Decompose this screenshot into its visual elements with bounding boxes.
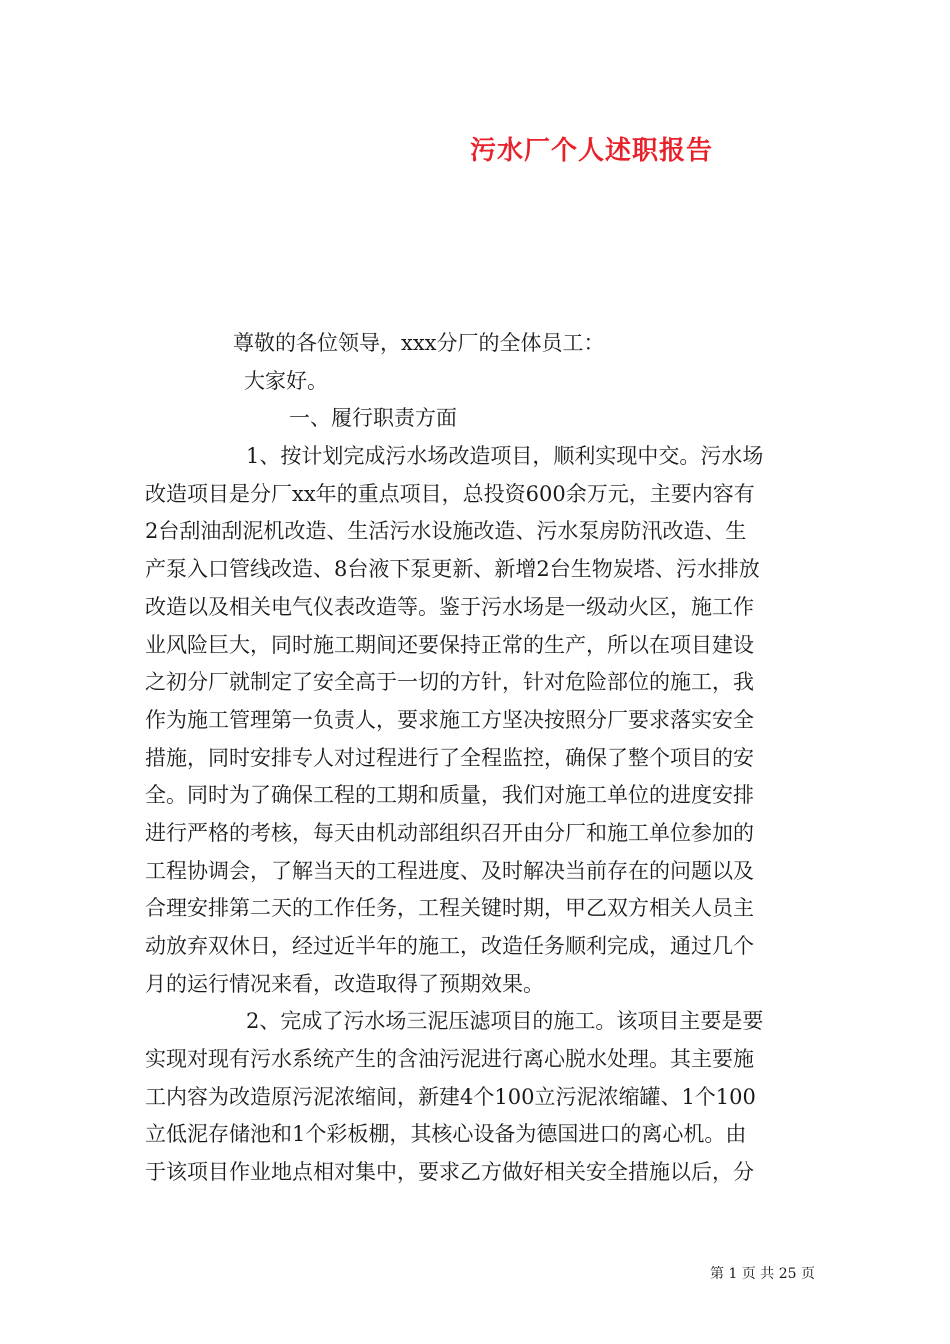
paragraph-1 bbox=[145, 438, 810, 1003]
paragraph-line: 2台刮油刮泥机改造、生活污水设施改造、污水泵房防汛改造、生 bbox=[145, 519, 747, 544]
page-number-footer: 第 1 页 共 25 页 bbox=[710, 1266, 815, 1282]
section-heading: 一、履行职责方面 bbox=[289, 406, 457, 431]
paragraph-line: 工程协调会，了解当天的工程进度、及时解决当前存在的问题以及 bbox=[145, 858, 754, 883]
paragraph-line: 立低泥存储池和1个彩板棚，其核心设备为德国进口的离心机。由 bbox=[145, 1122, 747, 1147]
paragraph-line: 改造项目是分厂xx年的重点项目，总投资600余万元，主要内容有 bbox=[145, 481, 755, 506]
salutation-line: 尊敬的各位领导，xxx分厂的全体员工： bbox=[233, 331, 605, 355]
paragraph-line: 1、按计划完成污水场改造项目，顺利实现中交。污水场 bbox=[246, 444, 764, 469]
paragraph-line: 合理安排第二天的工作任务，工程关键时期，甲乙双方相关人员主 bbox=[145, 896, 754, 921]
paragraph-line: 作为施工管理第一负责人，要求施工方坚决按照分厂要求落实安全 bbox=[145, 707, 754, 732]
document-body bbox=[145, 325, 810, 1192]
paragraph-line: 全。同时为了确保工程的工期和质量，我们对施工单位的进度安排 bbox=[145, 783, 754, 808]
paragraph-line: 实现对现有污水系统产生的含油污泥进行离心脱水处理。其主要施 bbox=[145, 1047, 754, 1072]
paragraph-line: 业风险巨大，同时施工期间还要保持正常的生产，所以在项目建设 bbox=[145, 632, 754, 657]
paragraph-line: 产泵入口管线改造、8台液下泵更新、新增2台生物炭塔、污水排放 bbox=[145, 557, 760, 582]
paragraph-line: 工内容为改造原污泥浓缩间，新建4个100立污泥浓缩罐、1个100 bbox=[145, 1084, 756, 1109]
document-title: 污水厂个人述职报告 bbox=[470, 136, 714, 166]
paragraph-line: 之初分厂就制定了安全高于一切的方针，针对危险部位的施工，我 bbox=[145, 670, 754, 695]
greeting-line: 大家好。 bbox=[244, 368, 328, 393]
paragraph-line: 改造以及相关电气仪表改造等。鉴于污水场是一级动火区，施工作 bbox=[145, 594, 754, 619]
paragraph-line: 进行严格的考核，每天由机动部组织召开由分厂和施工单位参加的 bbox=[145, 820, 754, 845]
paragraph-2 bbox=[145, 1003, 810, 1191]
paragraph-line: 月的运行情况来看，改造取得了预期效果。 bbox=[145, 971, 544, 996]
paragraph-line: 于该项目作业地点相对集中，要求乙方做好相关安全措施以后，分 bbox=[145, 1160, 754, 1185]
paragraph-line: 措施，同时安排专人对过程进行了全程监控，确保了整个项目的安 bbox=[145, 745, 754, 770]
paragraph-line: 2、完成了污水场三泥压滤项目的施工。该项目主要是要 bbox=[246, 1009, 764, 1034]
paragraph-line: 动放弃双休日，经过近半年的施工，改造任务顺利完成，通过几个 bbox=[145, 934, 754, 958]
